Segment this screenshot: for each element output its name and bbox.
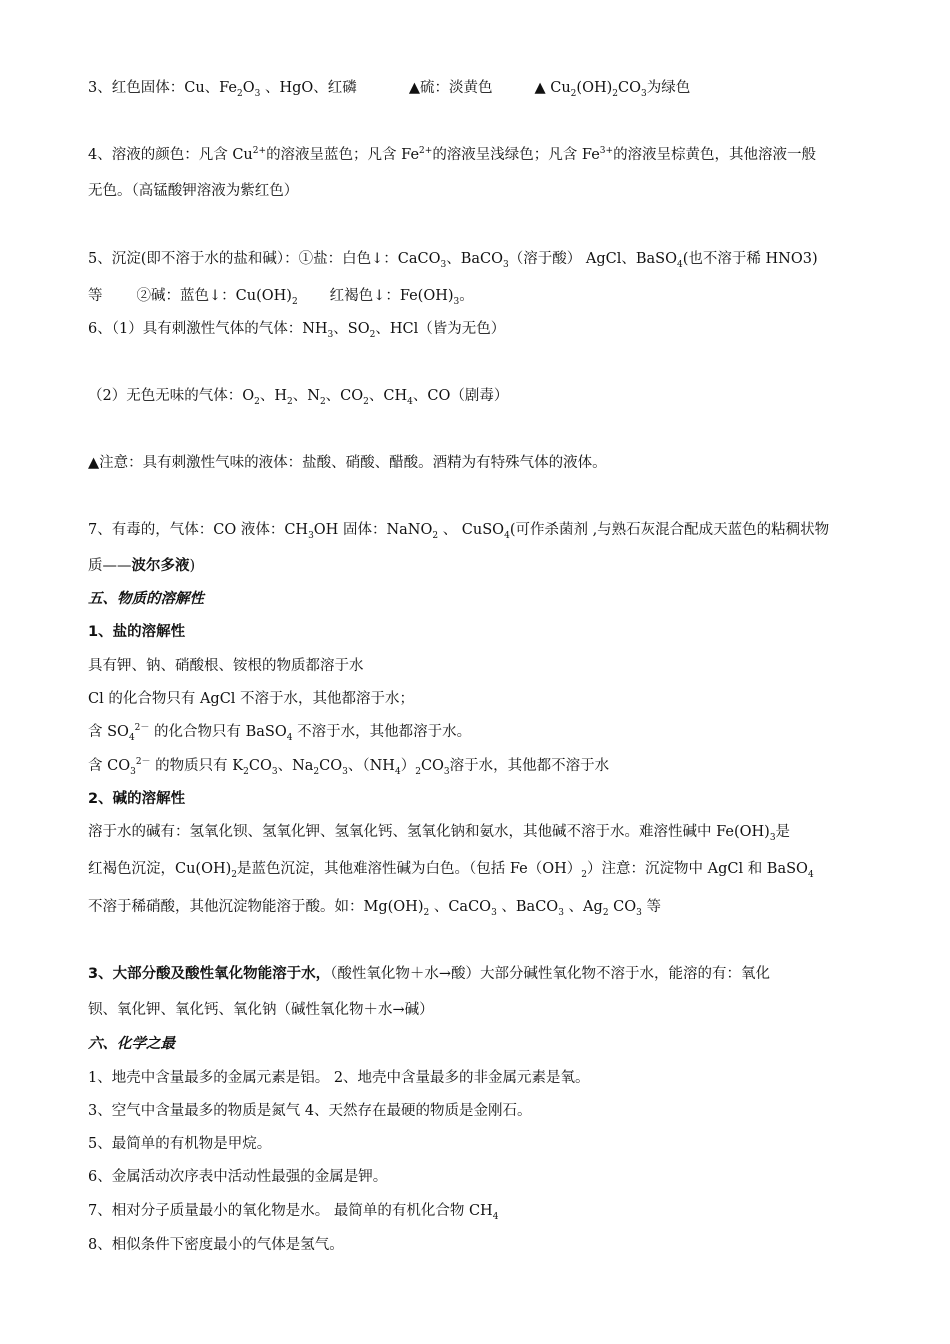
line-acid-oxides-cont: 钡、氧化钾、氧化钙、氧化钠（碱性氧化物＋水→碱） [88,1002,434,1018]
line-note-liquids: ▲注意：具有刺激性气味的液体：盐酸、硝酸、醋酸。酒精为有特殊气体的液体。 [88,455,607,471]
line-red-solids: 3、红色固体：Cu、$Fe_2O_3$ 、HgO、红磷 ▲硫：淡黄色 ▲ $Cu_2(OH)_2CO_3$为绿色 [88,80,691,99]
line-precipitates: 5、沉淀(即不溶于水的盐和碱）：①盐：白色↓：CaCO$_3$、BaCO$_3$（溶于酸） AgCl、BaSO$_4$(也不溶于稀 HNO3) [88,251,818,270]
line-salt-3: 含 $SO_4^{2-}$ 的化合物只有 BaSO$_4$ 不溶于水，其他都溶于水。 [88,723,472,743]
line-precipitates-cont: 等 ②碱：蓝色↓：$Cu(OH)_2$ 红褐色↓：$Fe(OH)_3$。 [88,288,474,307]
subheading-salt-solubility: 1、盐的溶解性 [88,624,186,640]
line-base-1: 溶于水的碱有：氢氧化钡、氢氧化钾、氢氧化钙、氢氧化钠和氨水，其他碱不溶于水。难溶性碱中 $Fe(OH)_3$是 [88,824,791,843]
line-toxic: 7、有毒的，气体：CO 液体：$CH_3OH$ 固体：NaNO$_2$ 、 CuSO$_4$(可作杀菌剂 ,与熟石灰混合配成天蓝色的粘稠状物 [88,522,830,541]
subheading-base-solubility: 2、碱的溶解性 [88,791,186,807]
line-solution-colors: 4、溶液的颜色：凡含 $Cu^{2+}$的溶液呈蓝色；凡含 $Fe^{2+}$的溶液呈浅绿色；凡含 $Fe^{3+}$的溶液呈棕黄色，其他溶液一般 [88,146,817,163]
line-record-2: 3、空气中含量最多的物质是氮气 4、天然存在最硬的物质是金刚石。 [88,1103,532,1119]
line-odorless-gases: （2）无色无味的气体：$O_2$、$H_2$、$N_2$、$CO_2$、$CH_4$、CO（剧毒） [88,388,509,407]
line-record-6: 8、相似条件下密度最小的气体是氢气。 [88,1237,344,1253]
line-acid-oxides: 3、大部分酸及酸性氧化物能溶于水，（酸性氧化物＋水→酸）大部分碱性氧化物不溶于水，能溶的有：氧化 [88,966,770,982]
line-salt-2: Cl 的化合物只有 AgCl 不溶于水，其他都溶于水； [88,691,415,707]
line-base-3: 不溶于稀硝酸，其他沉淀物能溶于酸。如：$Mg(OH)_2$ 、CaCO$_3$ 、BaCO$_3$ 、$Ag_2$ $CO_3$ 等 [88,899,661,918]
section-title-solubility: 五、物质的溶解性 [88,591,204,607]
line-record-1: 1、地壳中含量最多的金属元素是铝。 2、地壳中含量最多的非金属元素是氧。 [88,1070,590,1086]
line-salt-1: 具有钾、钠、硝酸根、铵根的物质都溶于水 [88,658,364,674]
line-solution-colors-cont: 无色。（高锰酸钾溶液为紫红色） [88,183,299,199]
line-record-5: 7、相对分子质量最小的氧化物是水。 最简单的有机化合物 $CH_4$ [88,1203,499,1222]
line-irritating-gases: 6、（1）具有刺激性气体的气体：$NH_3$、$SO_2$、HCl（皆为无色） [88,321,506,340]
line-salt-4: 含 $CO_3^{2-}$ 的物质只有 $K_2CO_3$、$Na_2CO_3$、$(NH_4)_2CO_3$溶于水，其他都不溶于水 [88,757,610,777]
section-title-chemistry-records: 六、化学之最 [88,1036,175,1052]
line-record-3: 5、最简单的有机物是甲烷。 [88,1136,272,1152]
line-toxic-cont: 质——波尔多液) [88,558,196,574]
line-base-2: 红褐色沉淀，$Cu(OH)_2$是蓝色沉淀，其他难溶性碱为白色。（包括 $Fe(OH)_2$）注意：沉淀物中 AgCl 和 BaSO$_4$ [88,861,814,880]
line-record-4: 6、金属活动次序表中活动性最强的金属是钾。 [88,1169,388,1185]
